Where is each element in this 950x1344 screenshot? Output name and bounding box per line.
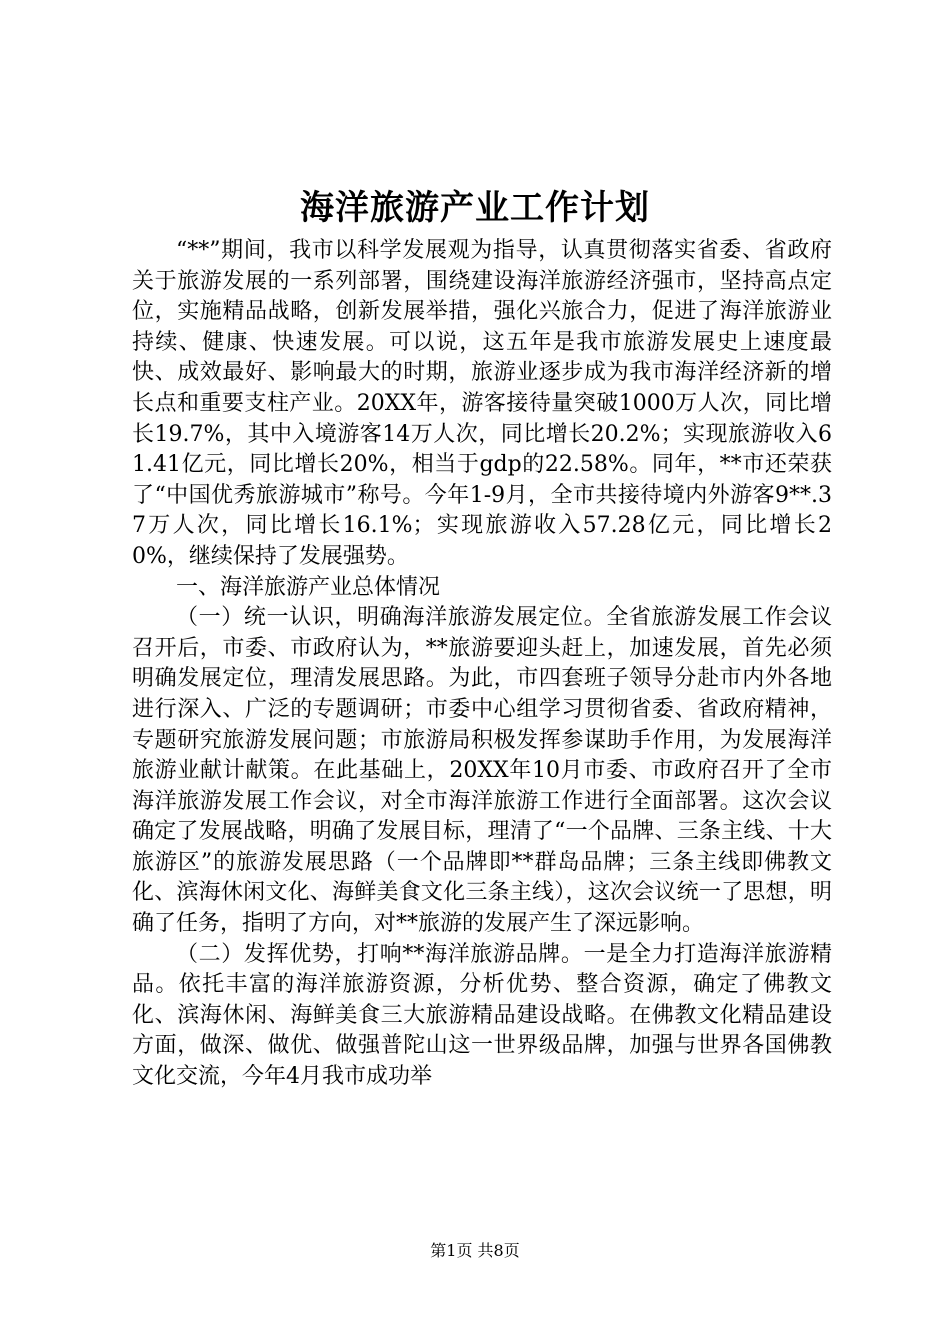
paragraph-intro: “**”期间，我市以科学发展观为指导，认真贯彻落实省委、省政府关于旅游发展的一系列部署，围绕建设海洋旅游经济强市，坚持高点定位，实施精品战略，创新发展举措，强化兴旅合力，促进了海洋旅游业持续、健康、快速发展。可以说，这五年是我市旅游发展史上速度最快、成效最好、影响最大的时期，旅游业逐步成为我市海洋经济新的增长点和重要支柱产业。20XX年，游客接待量突破1000万人次，同比增长19.7%，其中入境游客14万人次，同比增长20.2%；实现旅游收入61.41亿元，同比增长20%，相当于gdp的22.58%。同年，**市还荣获了“中国优秀旅游城市”称号。今年1-9月，全市共接待境内外游客9**.37万人次，同比增长16.1%；实现旅游收入57.28亿元，同比增长20%，继续保持了发展强势。 (132, 238, 832, 569)
document-body (132, 236, 832, 1093)
paragraph-section-1-2: （二）发挥优势，打响**海洋旅游品牌。一是全力打造海洋旅游精品。依托丰富的海洋旅游资源，分析优势、整合资源，确定了佛教文化、滨海休闲、海鲜美食三大旅游精品建设战略。在佛教文化精品建设方面，做深、做优、做强普陀山这一世界级品牌，加强与世界各国佛教文化交流，今年4月我市成功举 (132, 941, 832, 1090)
document-title: 海洋旅游产业工作计划 (300, 188, 650, 228)
section-heading-1: 一、海洋旅游产业总体情况 (176, 574, 441, 600)
page-footer: 第1页 共8页 (430, 1241, 520, 1260)
paragraph-section-1-1: （一）统一认识，明确海洋旅游发展定位。全省旅游发展工作会议召开后，市委、市政府认为，**旅游要迎头赶上，加速发展，首先必须明确发展定位，理清发展思路。为此，市四套班子领导分赴市内外各地进行深入、广泛的专题调研；市委中心组学习贯彻省委、省政府精神，专题研究旅游发展问题；市旅游局积极发挥参谋助手作用，为发展海洋旅游业献计献策。在此基础上，20XX年10月市委、市政府召开了全市海洋旅游发展工作会议，对全市海洋旅游工作进行全面部署。这次会议确定了发展战略，明确了发展目标，理清了“一个品牌、三条主线、十大旅游区”的旅游发展思路（一个品牌即**群岛品牌；三条主线即佛教文化、滨海休闲文化、海鲜美食文化三条主线），这次会议统一了思想，明确了任务，指明了方向，对**旅游的发展产生了深远影响。 (132, 605, 832, 937)
